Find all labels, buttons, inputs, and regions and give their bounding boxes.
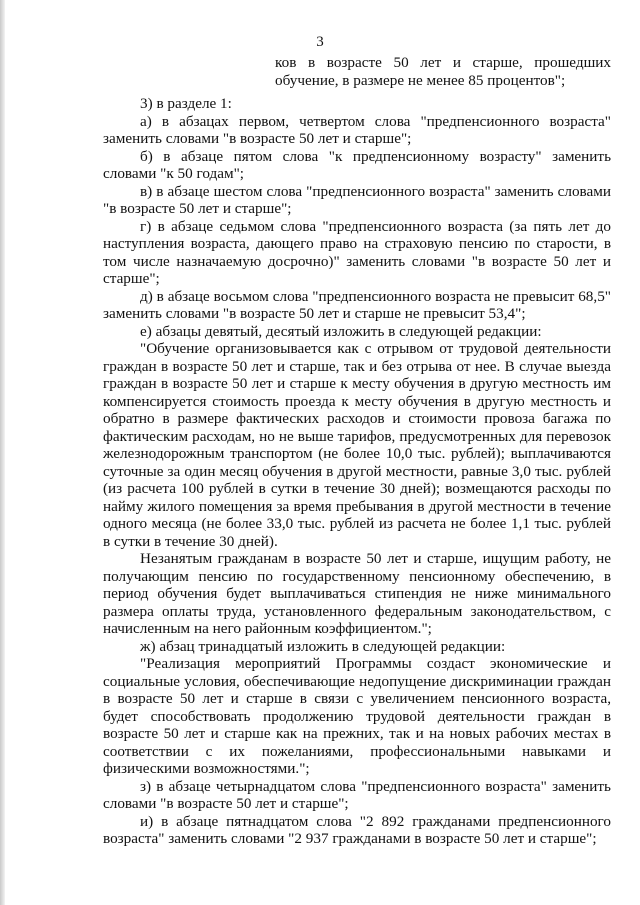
- section-heading: 3) в разделе 1:: [140, 95, 232, 112]
- carry-over-paragraph: ков в возрасте 50 лет и старше, прошедших обучение, в размере не менее 85 процентов";: [275, 54, 611, 89]
- amendment-item-a: а) в абзацах первом, четвертом слова "предпенсионного возраста" заменить словами "в возрасте 50 лет и старше";: [103, 112, 611, 147]
- amendment-item-zh: ж) абзац тринадцатый изложить в следующей редакции:: [140, 637, 506, 655]
- amendment-item-g: г) в абзаце седьмом слова "предпенсионного возраста (за пять лет до наступления возраста, дающего право на страховую пенсию по старости, в том числе назначаемую досрочно)" заменить словами "в возрасте 50 лет и старше";: [103, 217, 611, 287]
- page-number: 3: [316, 34, 324, 50]
- scan-edge-shadow: [0, 0, 5, 905]
- quoted-text-paragraph: Незанятым гражданам в возрасте 50 лет и старше, ищущим работу, не получающим пенсию по государственному пенсионному обеспечению, в период обучения будет выплачиваться стипендия не ниже минимального размера оплаты труда, установленного федеральным законодательством, с начисленным на него районным коэффициентом.";: [103, 550, 611, 637]
- amendment-item-b: б) в абзаце пятом слова "к предпенсионному возрасту" заменить словами "к 50 годам";: [103, 147, 611, 182]
- amendment-item-e: е) абзацы девятый, десятый изложить в следующей редакции:: [140, 322, 542, 340]
- quoted-text-paragraph: "Реализация мероприятий Программы создаст экономические и социальные условия, обеспечивающие недопущение дискриминации граждан в возрасте 50 лет и старше в связи с увеличением пенсионного возраста, будет способствовать продолжению трудовой деятельности граждан в возрасте 50 лет и старше как на прежних, так и на новых рабочих местах в соответствии с их пожеланиями, профессиональными навыками и физическими возможностями.";: [103, 655, 611, 777]
- amendment-item-d: д) в абзаце восьмом слова "предпенсионного возраста не превысит 68,5" заменить словами "в возрасте 50 лет и старше не превысит 53,4";: [103, 287, 611, 322]
- amendment-item-z: з) в абзаце четырнадцатом слова "предпенсионного возраста" заменить словами "в возрасте 50 лет и старше";: [103, 777, 611, 812]
- quoted-text-paragraph: "Обучение организовывается как с отрывом от трудовой деятельности граждан в возрасте 50 лет и старше, так и без отрыва от нее. В случае выезда граждан в возрасте 50 лет и старше к месту обучения в другую местность им компенсируется стоимость проезда к месту обучения в другую местность и обратно в размере фактических расходов и стоимости провоза багажа по фактическим расходам, но не выше тарифов, предусмотренных для перевозок железнодорожным транспортом (не более 10,0 тыс. рублей); выплачиваются суточные за один месяц обучения в другой местности, равные 3,0 тыс. рублей (из расчета 100 рублей в сутки в течение 30 дней); возмещаются расходы по найму жилого помещения за время пребывания в другой местности в течение одного месяца (не более 33,0 тыс. рублей из расчета не более 1,1 тыс. рублей в сутки в течение 30 дней).: [103, 340, 611, 550]
- amendment-item-v: в) в абзаце шестом слова "предпенсионного возраста" заменить словами "в возрасте 50 лет и старше";: [103, 182, 611, 217]
- document-body: [103, 54, 611, 848]
- amendment-item-i: и) в абзаце пятнадцатом слова "2 892 гражданами предпенсионного возраста" заменить словами "2 937 гражданами в возрасте 50 лет и старше";: [103, 812, 611, 847]
